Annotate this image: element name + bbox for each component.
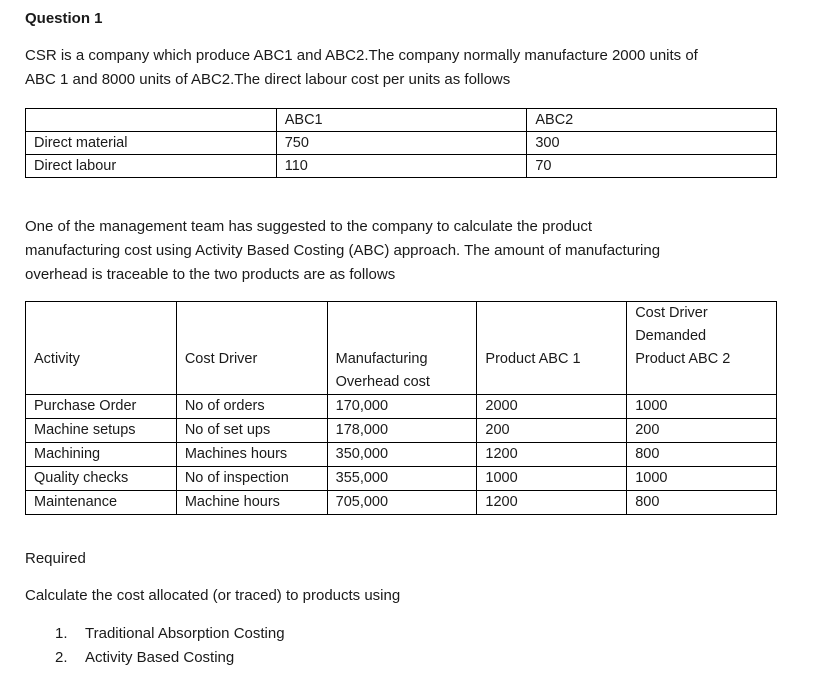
table-cell: Machine hours [176,491,327,515]
intro-paragraph [25,44,785,92]
table-cell: Machines hours [176,443,327,467]
table-cell: 750 [276,132,527,155]
table-cell: 178,000 [327,419,477,443]
table-cell: Quality checks [26,467,177,491]
driver-header-mid: Demanded [635,328,707,344]
table-header-cell [627,302,777,395]
required-instruction: Calculate the cost allocated (or traced) to products using [25,587,401,604]
table-cell: 350,000 [327,443,477,467]
required-label: Required [25,550,86,567]
table-cell: 200 [627,419,777,443]
table-cell: 1000 [627,467,777,491]
table-cell: 800 [627,491,777,515]
table-header-cell: ABC2 [527,109,777,132]
table-cell: Direct labour [26,155,277,178]
driver-header-bottom: Product ABC 2 [635,351,731,367]
table-row [26,419,777,443]
table-row [26,467,777,491]
required-list [55,622,285,670]
table-cell: 200 [477,419,627,443]
overhead-header-line-1: Manufacturing [335,351,428,367]
table-cell: Machine setups [26,419,177,443]
table-header-row [26,109,777,132]
abc-line-2: manufacturing cost using Activity Based Costing (ABC) approach. The amount of manufacturing [25,242,661,259]
list-item-number: 2. [55,649,68,666]
intro-line-2: ABC 1 and 8000 units of ABC2.The direct labour cost per units as follows [25,71,511,88]
intro-line-1: CSR is a company which produce ABC1 and ABC2.The company normally manufacture 2000 units of [25,47,698,64]
table-cell: 705,000 [327,491,477,515]
table-header-cell: Activity [26,302,177,395]
table-cell [26,109,277,132]
table-cell: 1200 [477,443,627,467]
table-row [26,443,777,467]
list-item-text: Activity Based Costing [85,649,235,666]
table-cell: 70 [527,155,777,178]
table-cell: 300 [527,132,777,155]
abc-line-1: One of the management team has suggested to the company to calculate the product [25,218,593,235]
table-cell: Direct material [26,132,277,155]
table-row [26,132,777,155]
table-cell: 170,000 [327,395,477,419]
table-row [26,491,777,515]
overhead-table [25,301,777,515]
table-cell: Purchase Order [26,395,177,419]
table-header-cell: ABC1 [276,109,527,132]
table-cell: 1000 [477,467,627,491]
list-item-number: 1. [55,625,68,642]
table-cell: 1200 [477,491,627,515]
overhead-header-line-2: Overhead cost [335,374,430,390]
table-row [26,155,777,178]
table-cell: 355,000 [327,467,477,491]
abc-line-3: overhead is traceable to the two products are as follows [25,266,396,283]
table-cell: No of inspection [176,467,327,491]
table-cell: No of set ups [176,419,327,443]
direct-cost-table [25,108,777,178]
table-cell: 110 [276,155,527,178]
table-cell: 2000 [477,395,627,419]
table-header-cell: Cost Driver [176,302,327,395]
abc-paragraph [25,215,785,287]
question-title: Question 1 [25,10,103,27]
table-row [26,395,777,419]
table-header-row [26,302,777,395]
table-cell: Machining [26,443,177,467]
list-item-text: Traditional Absorption Costing [85,625,285,642]
table-cell: No of orders [176,395,327,419]
table-cell: Maintenance [26,491,177,515]
list-item [55,646,285,670]
table-cell: 800 [627,443,777,467]
table-header-cell: Product ABC 1 [477,302,627,395]
driver-header-top: Cost Driver [635,305,708,321]
table-header-cell [327,302,477,395]
list-item [55,622,285,646]
table-cell: 1000 [627,395,777,419]
